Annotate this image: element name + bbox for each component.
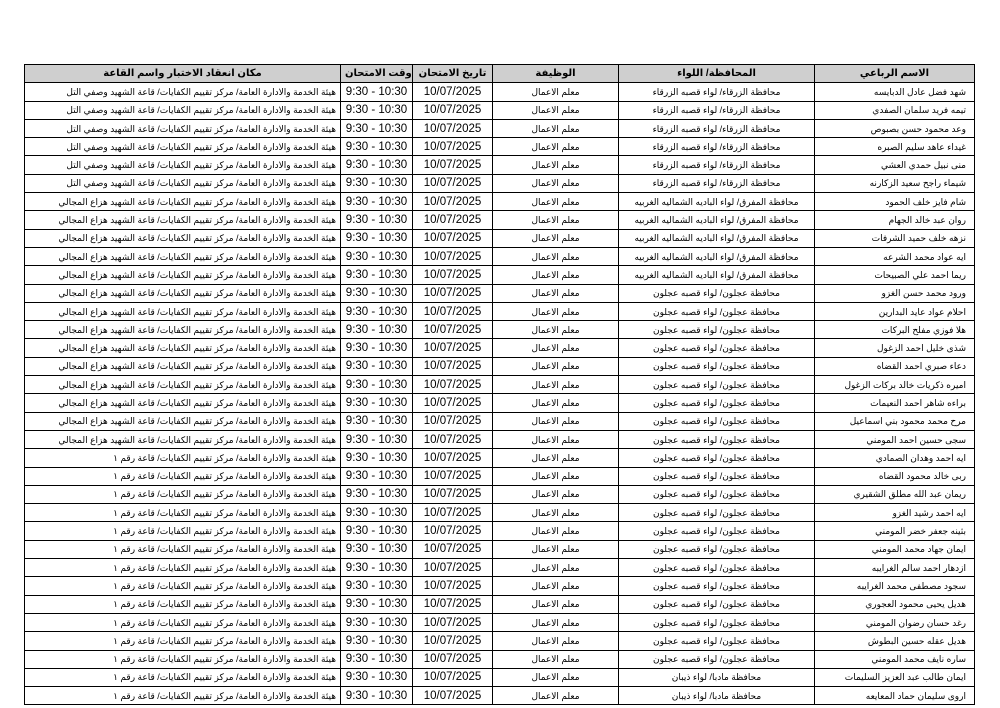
cell-time: 9:30 - 10:30 bbox=[341, 522, 413, 540]
cell-place: هيئة الخدمة والادارة العامة/ مركز تقييم الكفايات/ قاعة رقم ١ bbox=[25, 595, 341, 613]
table-row bbox=[25, 138, 975, 156]
cell-place: هيئة الخدمة والادارة العامة/ مركز تقييم الكفايات/ قاعة رقم ١ bbox=[25, 540, 341, 558]
table-row bbox=[25, 632, 975, 650]
cell-place: هيئة الخدمة والادارة العامة/ مركز تقييم الكفايات/ قاعة رقم ١ bbox=[25, 522, 341, 540]
cell-time: 9:30 - 10:30 bbox=[341, 193, 413, 211]
cell-date: 10/07/2025 bbox=[413, 247, 493, 265]
cell-region: محافظة عجلون/ لواء قصبه عجلون bbox=[619, 650, 815, 668]
cell-time: 9:30 - 10:30 bbox=[341, 83, 413, 101]
cell-job: معلم الاعمال bbox=[493, 687, 619, 705]
cell-time: 9:30 - 10:30 bbox=[341, 339, 413, 357]
cell-place: هيئة الخدمة والادارة العامة/ مركز تقييم الكفايات/ قاعة رقم ١ bbox=[25, 650, 341, 668]
table-row bbox=[25, 247, 975, 265]
cell-date: 10/07/2025 bbox=[413, 467, 493, 485]
table-row bbox=[25, 613, 975, 631]
cell-job: معلم الاعمال bbox=[493, 412, 619, 430]
cell-name: منى نبيل حمدي العشي bbox=[815, 156, 975, 174]
cell-time: 9:30 - 10:30 bbox=[341, 504, 413, 522]
cell-date: 10/07/2025 bbox=[413, 119, 493, 137]
cell-place: هيئة الخدمة والادارة العامة/ مركز تقييم الكفايات/ قاعة الشهيد هزاع المجالي bbox=[25, 229, 341, 247]
cell-job: معلم الاعمال bbox=[493, 559, 619, 577]
cell-time: 9:30 - 10:30 bbox=[341, 632, 413, 650]
cell-name: هديل يحيى محمود العجوري bbox=[815, 595, 975, 613]
cell-date: 10/07/2025 bbox=[413, 101, 493, 119]
cell-date: 10/07/2025 bbox=[413, 229, 493, 247]
cell-region: محافظة عجلون/ لواء قصبه عجلون bbox=[619, 540, 815, 558]
cell-job: معلم الاعمال bbox=[493, 83, 619, 101]
cell-job: معلم الاعمال bbox=[493, 449, 619, 467]
cell-place: هيئة الخدمة والادارة العامة/ مركز تقييم الكفايات/ قاعة رقم ١ bbox=[25, 632, 341, 650]
cell-time: 9:30 - 10:30 bbox=[341, 540, 413, 558]
cell-job: معلم الاعمال bbox=[493, 174, 619, 192]
table-row bbox=[25, 266, 975, 284]
cell-region: محافظة الزرقاء/ لواء قصبه الزرقاء bbox=[619, 138, 815, 156]
cell-name: تيمه فريد سلمان الصفدي bbox=[815, 101, 975, 119]
cell-date: 10/07/2025 bbox=[413, 504, 493, 522]
table-row bbox=[25, 339, 975, 357]
cell-job: معلم الاعمال bbox=[493, 485, 619, 503]
header-region: المحافظة/ اللواء bbox=[619, 65, 815, 83]
cell-job: معلم الاعمال bbox=[493, 668, 619, 686]
cell-date: 10/07/2025 bbox=[413, 376, 493, 394]
table-row bbox=[25, 394, 975, 412]
table-row bbox=[25, 485, 975, 503]
table-row bbox=[25, 101, 975, 119]
cell-place: هيئة الخدمة والادارة العامة/ مركز تقييم الكفايات/ قاعة رقم ١ bbox=[25, 449, 341, 467]
cell-date: 10/07/2025 bbox=[413, 449, 493, 467]
cell-time: 9:30 - 10:30 bbox=[341, 211, 413, 229]
cell-region: محافظة المفرق/ لواء الباديه الشماليه الغربيه bbox=[619, 229, 815, 247]
exam-schedule-table bbox=[24, 64, 975, 705]
header-row bbox=[25, 65, 975, 83]
cell-name: ساره نايف محمد المومني bbox=[815, 650, 975, 668]
cell-job: معلم الاعمال bbox=[493, 229, 619, 247]
cell-region: محافظة عجلون/ لواء قصبه عجلون bbox=[619, 430, 815, 448]
cell-place: هيئة الخدمة والادارة العامة/ مركز تقييم الكفايات/ قاعة الشهيد هزاع المجالي bbox=[25, 430, 341, 448]
cell-time: 9:30 - 10:30 bbox=[341, 302, 413, 320]
cell-name: اروى سليمان حماد المعايعه bbox=[815, 687, 975, 705]
cell-date: 10/07/2025 bbox=[413, 266, 493, 284]
cell-place: هيئة الخدمة والادارة العامة/ مركز تقييم الكفايات/ قاعة الشهيد وصفي التل bbox=[25, 138, 341, 156]
cell-date: 10/07/2025 bbox=[413, 357, 493, 375]
cell-region: محافظة عجلون/ لواء قصبه عجلون bbox=[619, 577, 815, 595]
cell-name: ازدهار احمد سالم الغرايبه bbox=[815, 559, 975, 577]
cell-place: هيئة الخدمة والادارة العامة/ مركز تقييم الكفايات/ قاعة الشهيد هزاع المجالي bbox=[25, 376, 341, 394]
cell-job: معلم الاعمال bbox=[493, 504, 619, 522]
cell-time: 9:30 - 10:30 bbox=[341, 119, 413, 137]
table-row bbox=[25, 540, 975, 558]
cell-place: هيئة الخدمة والادارة العامة/ مركز تقييم الكفايات/ قاعة الشهيد وصفي التل bbox=[25, 156, 341, 174]
cell-date: 10/07/2025 bbox=[413, 540, 493, 558]
cell-region: محافظة المفرق/ لواء الباديه الشماليه الغربيه bbox=[619, 211, 815, 229]
cell-name: احلام عواد عايد البدارين bbox=[815, 302, 975, 320]
table-row bbox=[25, 321, 975, 339]
cell-job: معلم الاعمال bbox=[493, 540, 619, 558]
cell-place: هيئة الخدمة والادارة العامة/ مركز تقييم الكفايات/ قاعة الشهيد هزاع المجالي bbox=[25, 394, 341, 412]
cell-time: 9:30 - 10:30 bbox=[341, 376, 413, 394]
cell-name: ايمان جهاد محمد المومني bbox=[815, 540, 975, 558]
cell-date: 10/07/2025 bbox=[413, 613, 493, 631]
cell-job: معلم الاعمال bbox=[493, 321, 619, 339]
header-date: تاريخ الامتحان bbox=[413, 65, 493, 83]
cell-place: هيئة الخدمة والادارة العامة/ مركز تقييم الكفايات/ قاعة الشهيد هزاع المجالي bbox=[25, 357, 341, 375]
cell-date: 10/07/2025 bbox=[413, 193, 493, 211]
table-row bbox=[25, 174, 975, 192]
cell-job: معلم الاعمال bbox=[493, 284, 619, 302]
cell-date: 10/07/2025 bbox=[413, 302, 493, 320]
cell-time: 9:30 - 10:30 bbox=[341, 485, 413, 503]
table-row bbox=[25, 467, 975, 485]
cell-name: سجود مصطفى محمد الغرايبه bbox=[815, 577, 975, 595]
cell-region: محافظة عجلون/ لواء قصبه عجلون bbox=[619, 449, 815, 467]
header-place: مكان انعقاد الاختبار واسم القاعة bbox=[25, 65, 341, 83]
cell-place: هيئة الخدمة والادارة العامة/ مركز تقييم الكفايات/ قاعة رقم ١ bbox=[25, 613, 341, 631]
cell-date: 10/07/2025 bbox=[413, 156, 493, 174]
cell-name: رغد حسان رضوان المومني bbox=[815, 613, 975, 631]
cell-region: محافظة المفرق/ لواء الباديه الشماليه الغربيه bbox=[619, 193, 815, 211]
cell-time: 9:30 - 10:30 bbox=[341, 394, 413, 412]
cell-job: معلم الاعمال bbox=[493, 376, 619, 394]
cell-name: بثينه جعفر خضر المومني bbox=[815, 522, 975, 540]
cell-date: 10/07/2025 bbox=[413, 522, 493, 540]
table-row bbox=[25, 559, 975, 577]
cell-region: محافظة الزرقاء/ لواء قصبه الزرقاء bbox=[619, 83, 815, 101]
cell-region: محافظة عجلون/ لواء قصبه عجلون bbox=[619, 394, 815, 412]
cell-name: نزهه خلف حميد الشرفات bbox=[815, 229, 975, 247]
cell-date: 10/07/2025 bbox=[413, 485, 493, 503]
cell-place: هيئة الخدمة والادارة العامة/ مركز تقييم الكفايات/ قاعة الشهيد وصفي التل bbox=[25, 83, 341, 101]
cell-job: معلم الاعمال bbox=[493, 266, 619, 284]
cell-place: هيئة الخدمة والادارة العامة/ مركز تقييم الكفايات/ قاعة الشهيد هزاع المجالي bbox=[25, 247, 341, 265]
cell-name: شام فايز خلف الحمود bbox=[815, 193, 975, 211]
cell-region: محافظة عجلون/ لواء قصبه عجلون bbox=[619, 595, 815, 613]
cell-place: هيئة الخدمة والادارة العامة/ مركز تقييم الكفايات/ قاعة الشهيد هزاع المجالي bbox=[25, 339, 341, 357]
table-row bbox=[25, 595, 975, 613]
cell-date: 10/07/2025 bbox=[413, 394, 493, 412]
table-row bbox=[25, 284, 975, 302]
cell-time: 9:30 - 10:30 bbox=[341, 650, 413, 668]
cell-time: 9:30 - 10:30 bbox=[341, 229, 413, 247]
cell-name: ربى خالد محمود القضاه bbox=[815, 467, 975, 485]
cell-job: معلم الاعمال bbox=[493, 302, 619, 320]
cell-date: 10/07/2025 bbox=[413, 83, 493, 101]
cell-time: 9:30 - 10:30 bbox=[341, 559, 413, 577]
cell-place: هيئة الخدمة والادارة العامة/ مركز تقييم الكفايات/ قاعة الشهيد هزاع المجالي bbox=[25, 266, 341, 284]
cell-job: معلم الاعمال bbox=[493, 138, 619, 156]
cell-date: 10/07/2025 bbox=[413, 559, 493, 577]
cell-region: محافظة مادبا/ لواء ذيبان bbox=[619, 687, 815, 705]
cell-date: 10/07/2025 bbox=[413, 284, 493, 302]
cell-region: محافظة المفرق/ لواء الباديه الشماليه الغربيه bbox=[619, 247, 815, 265]
cell-time: 9:30 - 10:30 bbox=[341, 467, 413, 485]
cell-time: 9:30 - 10:30 bbox=[341, 668, 413, 686]
cell-job: معلم الاعمال bbox=[493, 522, 619, 540]
cell-date: 10/07/2025 bbox=[413, 687, 493, 705]
table-row bbox=[25, 119, 975, 137]
cell-job: معلم الاعمال bbox=[493, 357, 619, 375]
cell-date: 10/07/2025 bbox=[413, 138, 493, 156]
cell-region: محافظة عجلون/ لواء قصبه عجلون bbox=[619, 467, 815, 485]
cell-time: 9:30 - 10:30 bbox=[341, 247, 413, 265]
cell-place: هيئة الخدمة والادارة العامة/ مركز تقييم الكفايات/ قاعة الشهيد هزاع المجالي bbox=[25, 193, 341, 211]
cell-name: براءه شاهر احمد النعيمات bbox=[815, 394, 975, 412]
cell-job: معلم الاعمال bbox=[493, 156, 619, 174]
table-row bbox=[25, 430, 975, 448]
cell-time: 9:30 - 10:30 bbox=[341, 687, 413, 705]
cell-region: محافظة عجلون/ لواء قصبه عجلون bbox=[619, 321, 815, 339]
cell-job: معلم الاعمال bbox=[493, 211, 619, 229]
cell-place: هيئة الخدمة والادارة العامة/ مركز تقييم الكفايات/ قاعة الشهيد هزاع المجالي bbox=[25, 284, 341, 302]
cell-name: ايه احمد رشيد الغزو bbox=[815, 504, 975, 522]
cell-time: 9:30 - 10:30 bbox=[341, 266, 413, 284]
cell-job: معلم الاعمال bbox=[493, 247, 619, 265]
cell-region: محافظة عجلون/ لواء قصبه عجلون bbox=[619, 284, 815, 302]
cell-name: مرح محمد محمود بني اسماعيل bbox=[815, 412, 975, 430]
table-row bbox=[25, 577, 975, 595]
cell-name: ايمان طالب عبد العزيز السليمات bbox=[815, 668, 975, 686]
table-row bbox=[25, 211, 975, 229]
cell-region: محافظة الزرقاء/ لواء قصبه الزرقاء bbox=[619, 101, 815, 119]
exam-schedule-sheet bbox=[24, 64, 974, 705]
cell-date: 10/07/2025 bbox=[413, 632, 493, 650]
cell-time: 9:30 - 10:30 bbox=[341, 430, 413, 448]
header-job: الوظيفة bbox=[493, 65, 619, 83]
header-time: وقت الامتحان bbox=[341, 65, 413, 83]
table-row bbox=[25, 302, 975, 320]
cell-time: 9:30 - 10:30 bbox=[341, 101, 413, 119]
cell-region: محافظة عجلون/ لواء قصبه عجلون bbox=[619, 339, 815, 357]
cell-job: معلم الاعمال bbox=[493, 613, 619, 631]
cell-time: 9:30 - 10:30 bbox=[341, 284, 413, 302]
cell-region: محافظة عجلون/ لواء قصبه عجلون bbox=[619, 376, 815, 394]
cell-date: 10/07/2025 bbox=[413, 321, 493, 339]
cell-time: 9:30 - 10:30 bbox=[341, 321, 413, 339]
cell-place: هيئة الخدمة والادارة العامة/ مركز تقييم الكفايات/ قاعة الشهيد هزاع المجالي bbox=[25, 302, 341, 320]
cell-name: روان عبد خالد الجهام bbox=[815, 211, 975, 229]
table-row bbox=[25, 229, 975, 247]
cell-job: معلم الاعمال bbox=[493, 193, 619, 211]
table-row bbox=[25, 376, 975, 394]
cell-region: محافظة عجلون/ لواء قصبه عجلون bbox=[619, 559, 815, 577]
table-row bbox=[25, 522, 975, 540]
cell-place: هيئة الخدمة والادارة العامة/ مركز تقييم الكفايات/ قاعة رقم ١ bbox=[25, 687, 341, 705]
cell-place: هيئة الخدمة والادارة العامة/ مركز تقييم الكفايات/ قاعة الشهيد هزاع المجالي bbox=[25, 412, 341, 430]
cell-job: معلم الاعمال bbox=[493, 650, 619, 668]
cell-region: محافظة عجلون/ لواء قصبه عجلون bbox=[619, 357, 815, 375]
cell-name: ريمان عبد الله مطلق الشقيري bbox=[815, 485, 975, 503]
cell-place: هيئة الخدمة والادارة العامة/ مركز تقييم الكفايات/ قاعة الشهيد وصفي التل bbox=[25, 101, 341, 119]
cell-place: هيئة الخدمة والادارة العامة/ مركز تقييم الكفايات/ قاعة رقم ١ bbox=[25, 504, 341, 522]
cell-name: سجى حسين احمد المومني bbox=[815, 430, 975, 448]
cell-name: هديل عقله حسين البطوش bbox=[815, 632, 975, 650]
cell-date: 10/07/2025 bbox=[413, 211, 493, 229]
table-row bbox=[25, 504, 975, 522]
cell-place: هيئة الخدمة والادارة العامة/ مركز تقييم الكفايات/ قاعة رقم ١ bbox=[25, 577, 341, 595]
cell-date: 10/07/2025 bbox=[413, 577, 493, 595]
cell-time: 9:30 - 10:30 bbox=[341, 613, 413, 631]
cell-region: محافظة عجلون/ لواء قصبه عجلون bbox=[619, 632, 815, 650]
cell-name: ريما احمد علي الصبيحات bbox=[815, 266, 975, 284]
cell-name: غيداء عاهد سليم الصبره bbox=[815, 138, 975, 156]
cell-time: 9:30 - 10:30 bbox=[341, 156, 413, 174]
cell-date: 10/07/2025 bbox=[413, 339, 493, 357]
cell-date: 10/07/2025 bbox=[413, 650, 493, 668]
cell-region: محافظة الزرقاء/ لواء قصبه الزرقاء bbox=[619, 119, 815, 137]
cell-place: هيئة الخدمة والادارة العامة/ مركز تقييم الكفايات/ قاعة الشهيد هزاع المجالي bbox=[25, 321, 341, 339]
table-row bbox=[25, 357, 975, 375]
table-row bbox=[25, 449, 975, 467]
cell-date: 10/07/2025 bbox=[413, 412, 493, 430]
cell-job: معلم الاعمال bbox=[493, 430, 619, 448]
cell-region: محافظة الزرقاء/ لواء قصبه الزرقاء bbox=[619, 156, 815, 174]
cell-date: 10/07/2025 bbox=[413, 668, 493, 686]
header-name: الاسم الرباعي bbox=[815, 65, 975, 83]
cell-job: معلم الاعمال bbox=[493, 577, 619, 595]
cell-time: 9:30 - 10:30 bbox=[341, 449, 413, 467]
cell-date: 10/07/2025 bbox=[413, 595, 493, 613]
table-row bbox=[25, 412, 975, 430]
cell-time: 9:30 - 10:30 bbox=[341, 412, 413, 430]
cell-region: محافظة عجلون/ لواء قصبه عجلون bbox=[619, 412, 815, 430]
cell-place: هيئة الخدمة والادارة العامة/ مركز تقييم الكفايات/ قاعة الشهيد وصفي التل bbox=[25, 174, 341, 192]
table-row bbox=[25, 83, 975, 101]
cell-job: معلم الاعمال bbox=[493, 119, 619, 137]
cell-job: معلم الاعمال bbox=[493, 101, 619, 119]
cell-job: معلم الاعمال bbox=[493, 394, 619, 412]
cell-region: محافظة عجلون/ لواء قصبه عجلون bbox=[619, 522, 815, 540]
cell-time: 9:30 - 10:30 bbox=[341, 174, 413, 192]
cell-job: معلم الاعمال bbox=[493, 632, 619, 650]
cell-time: 9:30 - 10:30 bbox=[341, 577, 413, 595]
cell-date: 10/07/2025 bbox=[413, 430, 493, 448]
table-row bbox=[25, 687, 975, 705]
table-row bbox=[25, 650, 975, 668]
table-row bbox=[25, 193, 975, 211]
cell-name: ورود محمد حسن الغزو bbox=[815, 284, 975, 302]
cell-region: محافظة عجلون/ لواء قصبه عجلون bbox=[619, 302, 815, 320]
cell-region: محافظة مادبا/ لواء ذيبان bbox=[619, 668, 815, 686]
table-body bbox=[25, 83, 975, 705]
cell-place: هيئة الخدمة والادارة العامة/ مركز تقييم الكفايات/ قاعة رقم ١ bbox=[25, 467, 341, 485]
cell-job: معلم الاعمال bbox=[493, 595, 619, 613]
cell-name: وعد محمود حسن بصبوص bbox=[815, 119, 975, 137]
cell-job: معلم الاعمال bbox=[493, 467, 619, 485]
cell-region: محافظة عجلون/ لواء قصبه عجلون bbox=[619, 485, 815, 503]
cell-place: هيئة الخدمة والادارة العامة/ مركز تقييم الكفايات/ قاعة رقم ١ bbox=[25, 485, 341, 503]
cell-name: اميره ذكريات خالد بركات الزغول bbox=[815, 376, 975, 394]
cell-name: ايه عواد محمد الشرعه bbox=[815, 247, 975, 265]
cell-job: معلم الاعمال bbox=[493, 339, 619, 357]
cell-name: هلا فوزي مفلح البركات bbox=[815, 321, 975, 339]
cell-name: شهد فضل عادل الدبايسه bbox=[815, 83, 975, 101]
cell-place: هيئة الخدمة والادارة العامة/ مركز تقييم الكفايات/ قاعة رقم ١ bbox=[25, 668, 341, 686]
cell-time: 9:30 - 10:30 bbox=[341, 357, 413, 375]
cell-region: محافظة الزرقاء/ لواء قصبه الزرقاء bbox=[619, 174, 815, 192]
cell-name: شذى خليل احمد الزغول bbox=[815, 339, 975, 357]
cell-place: هيئة الخدمة والادارة العامة/ مركز تقييم الكفايات/ قاعة الشهيد هزاع المجالي bbox=[25, 211, 341, 229]
cell-region: محافظة عجلون/ لواء قصبه عجلون bbox=[619, 613, 815, 631]
cell-region: محافظة المفرق/ لواء الباديه الشماليه الغربيه bbox=[619, 266, 815, 284]
cell-place: هيئة الخدمة والادارة العامة/ مركز تقييم الكفايات/ قاعة رقم ١ bbox=[25, 559, 341, 577]
cell-date: 10/07/2025 bbox=[413, 174, 493, 192]
cell-region: محافظة عجلون/ لواء قصبه عجلون bbox=[619, 504, 815, 522]
cell-time: 9:30 - 10:30 bbox=[341, 138, 413, 156]
cell-name: دعاء صبري احمد القضاه bbox=[815, 357, 975, 375]
cell-name: ايه احمد وهدان الصمادي bbox=[815, 449, 975, 467]
table-row bbox=[25, 156, 975, 174]
cell-time: 9:30 - 10:30 bbox=[341, 595, 413, 613]
cell-place: هيئة الخدمة والادارة العامة/ مركز تقييم الكفايات/ قاعة الشهيد وصفي التل bbox=[25, 119, 341, 137]
cell-name: شيماء راجح سعيد الزكارنه bbox=[815, 174, 975, 192]
table-row bbox=[25, 668, 975, 686]
